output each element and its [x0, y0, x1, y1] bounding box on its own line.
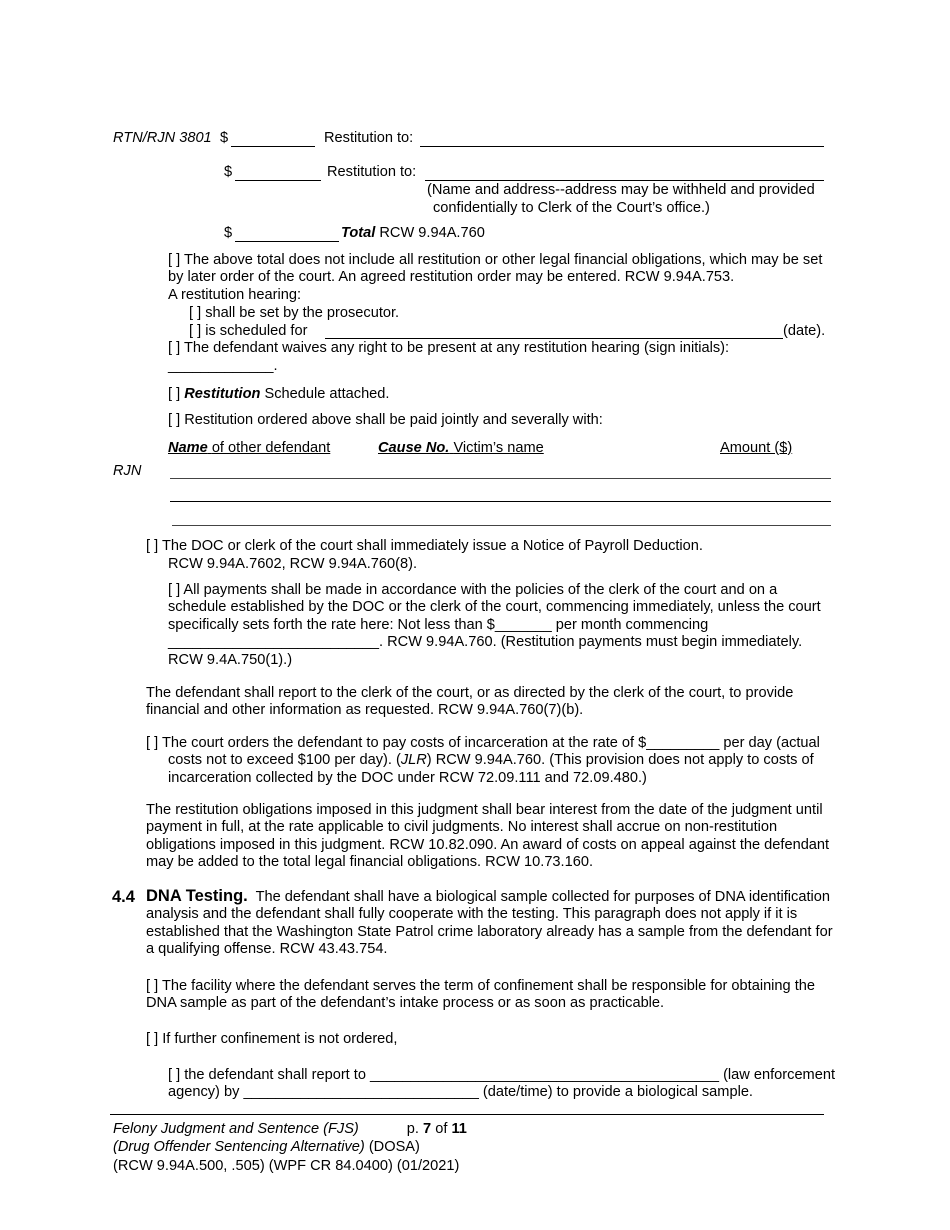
- restitution-to-label: Restitution to:: [324, 130, 414, 146]
- checkbox[interactable]: [ ]: [168, 386, 181, 402]
- interest-paragraph: The restitution obligations imposed in this judgment shall bear interest from the date of the judgment until payment in full, at the rate applicable to civil judgments. No interest shall accrue on non-restitution obligations imposed in this judgment. RCW 10.82.090. An award of costs on appeal against the defendant may be added to the total legal financial obligations. RCW 10.73.160.: [146, 802, 830, 871]
- cause-bold: Cause No.: [378, 440, 450, 456]
- report-to-paragraph[interactable]: [ ] the defendant shall report to ___________________________________________ (law enforcement agency) by _____________________________ (date/time) to provide a biological sample.: [168, 1067, 836, 1101]
- not-include-paragraph: [ ] The above total does not include all restitution or other legal financial obligations, which may be set by later order of the court. An agreed restitution order may be entered. RCW 9.94A.753.: [168, 252, 823, 286]
- page-of: of: [435, 1121, 448, 1137]
- dollar-sign: $: [224, 164, 233, 180]
- address-note-line2: confidentially to Clerk of the Court’s office.): [433, 200, 710, 216]
- total-line: [341, 225, 485, 241]
- cause-column-header: [378, 440, 544, 456]
- form-subtitle: (Drug Offender Sentencing Alternative): [113, 1139, 365, 1156]
- waives-option[interactable]: [ ] The defendant waives any right to be present at any restitution hearing (sign initials):: [168, 340, 730, 356]
- restitution-to-blank[interactable]: [425, 180, 824, 181]
- total-label: Total: [341, 225, 376, 241]
- rjn-label: RJN: [113, 463, 142, 479]
- footer-line2: [113, 1138, 467, 1156]
- footer-divider: [110, 1114, 824, 1115]
- amount-blank[interactable]: [235, 180, 321, 181]
- total-amount-blank[interactable]: [235, 241, 339, 242]
- facility-paragraph[interactable]: [ ] The facility where the defendant serves the term of confinement shall be responsible for obtaining the DNA sample as part of the defendant’s intake process or as soon as practicable.: [146, 978, 815, 1012]
- restitution-bold: Restitution: [184, 386, 261, 402]
- incarceration-pre: [ ] The court orders the defendant to pay costs of incarceration at the rate of $_________ per day (actual costs not to exceed $100 per day). (: [146, 735, 820, 769]
- form-title: Felony Judgment and Sentence (FJS): [113, 1121, 359, 1137]
- page-current: 7: [423, 1121, 432, 1137]
- scheduled-option[interactable]: [ ] is scheduled for: [189, 323, 308, 339]
- footer-line3: (RCW 9.94A.500, .505) (WPF CR 84.0400) (01/2021): [113, 1157, 460, 1174]
- schedule-rest: Schedule attached.: [264, 386, 390, 402]
- name-rest: of other defendant: [211, 440, 331, 456]
- payroll-line1[interactable]: [ ] The DOC or clerk of the court shall immediately issue a Notice of Payroll Deduction.: [146, 538, 703, 554]
- further-confinement-option[interactable]: [ ] If further confinement is not ordered,: [146, 1031, 398, 1047]
- scheduled-date-blank[interactable]: [325, 338, 783, 339]
- report-paragraph: The defendant shall report to the clerk of the court, or as directed by the clerk of the court, to provide financial and other information as requested. RCW 9.94A.760(7)(b).: [146, 685, 794, 719]
- jointly-option[interactable]: [ ] Restitution ordered above shall be paid jointly and severally with:: [168, 412, 603, 428]
- jlr-italic: JLR: [400, 752, 427, 769]
- dna-body: The defendant shall have a biological sample collected for purposes of DNA identification analysis and the defendant shall fully cooperate with the testing. This paragraph does not apply if it is established that the Washington State Patrol crime laboratory already has a sample from the defendant for a qualifying offense. RCW 43.43.754.: [146, 889, 833, 958]
- table-row-line[interactable]: [172, 525, 831, 526]
- name-bold: Name: [168, 440, 208, 456]
- dollar-sign: $: [224, 225, 233, 241]
- dollar-sign: $: [220, 130, 229, 146]
- payments-paragraph[interactable]: [ ] All payments shall be made in accordance with the policies of the clerk of the court and on a schedule established by the DOC or the clerk of the court, commencing immediately, unless the court specifically sets forth the rate here: Not less than $_______ per month commencing __________________________. RCW 9.94A.760. (Restitution payments must begin immediately. RCW 9.4A.750(1).): [168, 582, 821, 668]
- prosecutor-option[interactable]: [ ] shall be set by the prosecutor.: [189, 305, 400, 321]
- rtn-code: RTN/RJN 3801: [113, 130, 212, 146]
- initials-blank[interactable]: _____________.: [168, 358, 278, 374]
- form-subtitle-rest: (DOSA): [368, 1139, 420, 1156]
- section-number: 4.4: [112, 888, 135, 906]
- schedule-attached-option[interactable]: [168, 386, 389, 402]
- amount-column-header: Amount ($): [720, 440, 793, 456]
- dna-paragraph: [146, 888, 834, 959]
- restitution-to-blank[interactable]: [420, 146, 824, 147]
- name-column-header: [168, 440, 330, 456]
- hearing-label: A restitution hearing:: [168, 287, 302, 303]
- amount-blank[interactable]: [231, 146, 315, 147]
- total-rcw: RCW 9.94A.760: [379, 225, 485, 241]
- address-note-line1: (Name and address--address may be withheld and provided: [427, 182, 815, 198]
- victim-name: Victim’s name: [453, 440, 544, 456]
- dna-title: DNA Testing.: [146, 887, 248, 905]
- page-prefix: p.: [406, 1121, 419, 1137]
- date-suffix: (date).: [783, 323, 826, 339]
- payroll-line2: RCW 9.94A.7602, RCW 9.94A.760(8).: [168, 556, 418, 572]
- table-row-line[interactable]: [170, 478, 831, 479]
- footer-line1: [113, 1120, 467, 1138]
- incarceration-post: ) RCW 9.94A.760. (This provision does not apply to costs of incarceration collected by the DOC under RCW 72.09.111 and 72.09.480.): [168, 752, 814, 786]
- page-total: 11: [451, 1121, 467, 1137]
- table-row-line[interactable]: [170, 501, 831, 502]
- incarceration-paragraph[interactable]: [146, 735, 848, 787]
- footer: [113, 1120, 467, 1175]
- restitution-to-label: Restitution to:: [327, 164, 417, 180]
